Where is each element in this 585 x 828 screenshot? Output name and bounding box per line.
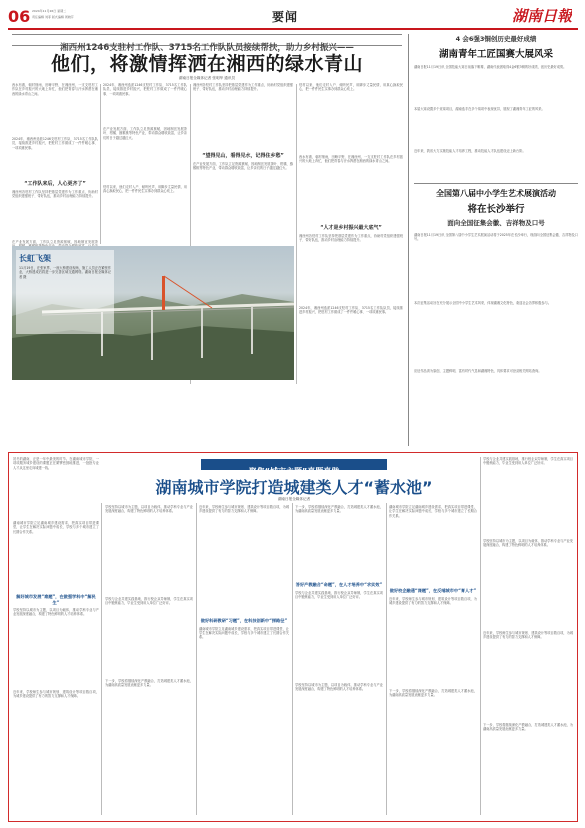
page-number: 06 [8,7,31,26]
subheading: 做好科研教研“习题”，在科技创新中“探路径” [200,618,288,623]
column-divider [196,503,197,815]
right-mid-subhead: 面向全国征集会徽、吉祥物及口号 [447,219,545,227]
bridge-photo [12,246,294,380]
feature-kicker [201,459,387,476]
paragraph: 湘西州各驻村工作队坚持把基层党建作为工作重点，协助村党组织建强班子、带好队伍，推动乡村治理能力持续提升。 [193,83,293,92]
column-divider [480,457,481,815]
lead-kicker-text: 湘西州1246支驻村工作队、3715名工作队队员接续帮扶，助力乡村振兴—— [60,43,354,53]
paragraph: 学校与企业共建实践基地，推行校企双导师制，学生在真实项目中锻炼能力，毕业生受到用人单位广泛好评。 [105,597,193,606]
paragraph: 学校坚持以城市为主题，以项目为载体，推动学科专业与产业发展深度融合，构建了特色鲜明的人才培养体系。 [295,682,383,691]
paragraph: 下一步，学校将继续深化产教融合，打造城建类人才蓄水池，为湖南高质量发展贡献更多力量。 [105,679,193,688]
paragraph: 湖南日报11月19日讯 全国第八届中小学生艺术展演活动将于2025年在长沙举行，现面向全国征集会徽、吉祥物及口号。 [414,233,578,242]
section-divider [408,34,409,446]
paragraph: 在产业发展方面，工作队立足资源禀赋，因地制宜发展茶叶、柑橘、猕猴桃等特色产业，带动群众增收致富，让乡亲们的日子越过越红火。 [193,162,293,171]
masthead [8,6,578,28]
paragraph: 下一步，学校将继续深化产教融合，打造城建类人才蓄水池，为湖南高质量发展贡献更多力量。 [483,723,573,732]
paragraph: 在产业发展方面，工作队立足资源禀赋，因地制宜发展茶 [12,240,98,244]
paragraph: 湖南城市学院立足湖南城乡建设需求，把真实项目带进课堂，让学生在解决实际问题中成长，学校与多个城市建立了长期合作关系。 [389,505,477,518]
feature-col-1 [13,457,99,817]
feature-col-6 [483,457,573,815]
right-mid-story [414,188,578,446]
paragraph: 本届大赛设置多个竞赛项目，湖南选手在多个赛项中表现优异，展现了湖湘青年工匠的风采。 [414,107,545,111]
photo-caption-title: 长虹飞架 [19,254,51,263]
paragraph: 西水有惠，朝村细雨，田畴平野，在湘西州，一支支驻村工作队在乡村振兴的大地上奔忙，他们把青春与汗水挥洒在湘西的绿水青山之间。 [299,155,403,164]
paragraph: 学校坚持以城市为主题，以项目为载体，推动学科专业与产业发展深度融合，构建了特色鲜明的人才培养体系。 [483,539,573,548]
subheading: “工作队来后，人心更齐了” [24,181,86,187]
right-top-story [414,34,578,178]
newspaper-logo: 湖南日報 [512,7,573,25]
date-line: 2024年11月26日 星期二 [32,9,67,13]
paragraph: 近年来，学校师生参与城市规划、建筑设计等项目数百项，为城乡建设提供了有力的智力支撑和人才保障。 [199,505,289,514]
subheading: 解好城市发展“难题”，在做强学科中“解民生” [16,594,96,605]
paragraph: 2024年，湘西州选派1246支驻村工作队、3715名工作队队员，接续推进乡村振兴，把驻村工作做成了一件件暖心事、一项项惠民事。 [12,137,98,150]
lead-col-4 [299,83,403,383]
column-divider [386,503,387,815]
subheading: “望得见山，看得见水，记得住乡愁” [202,153,284,159]
subheading: 答好产教融合“命题”，在人才培养中“求实效” [295,582,383,587]
column-divider [100,84,101,244]
editors-line: 责任编辑 刘菲 版式编辑 周晓芹 [32,15,74,19]
column-divider [296,84,297,384]
section-title: 要闻 [272,10,299,24]
paragraph: 驻村以来，他们走村入户、倾听民声，用脚步丈量民情，用真心换取民心，把一件件民生实事办到群众心坎上。 [299,83,403,92]
paragraph: 学校与企业共建实践基地，推行校企双导师制，学生在真实项目中锻炼能力，毕业生受到用人单位广泛好评。 [295,590,383,599]
paragraph: 应征作品须为原创，主题鲜明，富有时代气息和湖湘特色，具体要求可登录相关网站查询。 [414,369,542,373]
paragraph: 近年来，学校师生参与城市规划、建筑设计等项目数百项，为城乡建设提供了有力的智力支撑和人才保障。 [389,596,477,605]
paragraph: 在产业发展方面，工作队立足资源禀赋，因地制宜发展茶叶、柑橘、猕猴桃等特色产业，带动群众增收致富，让乡亲们的日子越过越红火。 [103,127,187,140]
masthead-rule [8,28,578,30]
lead-col-2 [103,83,187,243]
lead-kicker [12,34,402,53]
paragraph: 近年来，我省大力实施技能人才培养工程，推动技能人才队伍建设迈上新台阶。 [414,149,526,153]
paragraph: 西水有惠，朝村细雨，田畴平野，在湘西州，一支支驻村工作队在乡村振兴的大地上奔忙，他们把青春与汗水挥洒在湘西的绿水青山之间。 [12,83,98,96]
column-divider [292,503,293,815]
right-mid-headline-1: 全国第八届中小学生艺术展演活动 [436,189,556,198]
right-mid-headline-2: 将在长沙举行 [467,204,525,215]
paragraph: 学校坚持以城市为主题，以项目为载体，推动学科专业与产业发展深度融合，构建了特色鲜明的人才培养体系。 [13,608,99,617]
paragraph: 湖南城市学院立足湖南城乡建设需求，把真实项目带进课堂，让学生在解决实际问题中成长，学校与多个城市建立了长期合作关系。 [199,626,289,640]
feature-col-4 [295,505,383,815]
paragraph: 本次征集活动旨在充分展示全国中小学生艺术风采，体现湖湘文化特色，欢迎社会各界积极参与。 [414,301,552,305]
feature-col-2 [105,505,193,815]
paragraph: 学校坚持以城市为主题，以项目为载体，推动学科专业与产业发展深度融合，构建了特色鲜明的人才培养体系。 [105,505,193,514]
paragraph: 2024年，湘西州选派1246支驻村工作队、3715名工作队队员，接续推进乡村振兴，把驻村工作做成了一件件暖心事、一项项惠民事。 [103,83,187,96]
lead-byline: 湖南日报全媒体记者 张明华 通讯员 [178,76,236,80]
photo-caption-box [16,250,114,334]
paragraph: 初冬的湖南，正是一年中最美的时节。在湖南城市学院，一项项服务城乡建设的课题正在紧锣密鼓地推进，一批批专业人才从这里走向城建一线。 [13,457,99,470]
right-top-kicker: 4 会6强3铜创历史最好成绩 [455,35,537,43]
subheading: 做好校企融通“课题”，在反哺城市中“育人才” [389,588,477,593]
paragraph: 湘西州各驻村工作队坚持把基层党建作为工作重点，协助村党组织建强班子、带好队伍，推动乡村治理能力持续提升。 [12,190,98,199]
paragraph: 学校与企业共建实践基地，推行校企双导师制，学生在真实项目中锻炼能力，毕业生受到用人单位广泛好评。 [483,457,573,466]
subheading: “人才是乡村振兴最大底气” [320,225,382,231]
photo-caption-text: 11月19日，在张家界，一座大桥建设现场，施工人员正在紧张作业，大桥建成后将进一步完善区域交通网络。湖南日报全媒体记者 摄 [19,266,111,279]
column-divider [101,503,102,815]
paragraph: 湘西州各驻村工作队坚持把基层党建作为工作重点，协助村党组织建强班子、带好队伍，推动乡村治理能力持续提升。 [299,234,403,243]
feature-kicker-text: 聚焦“城市主题”真题真做 [248,467,340,476]
paragraph: 近年来，学校师生参与城市规划、建筑设计等项目数百项，为城乡建设提供了有力的智力支撑和人才保障。 [13,690,99,699]
paragraph: 2024年，湘西州选派1246支驻村工作队、3715名工作队队员，接续推进乡村振兴，把驻村工作做成了一件件暖心事、一项项惠民事。 [299,306,403,315]
paragraph: 湖南日报11月19日讯 全国技能大赛日前落下帷幕，湖南代表团取得4金6银3铜的好成绩，创历史最好成绩。 [414,65,567,69]
feature-col-3 [199,505,289,815]
feature-headline: 湖南城市学院打造城建类人才“蓄水池” [155,478,433,497]
right-top-headline: 湖南青年工匠国赛大展风采 [438,49,553,60]
paragraph: 下一步，学校将继续深化产教融合，打造城建类人才蓄水池，为湖南高质量发展贡献更多力量。 [389,688,477,697]
lead-headline: 他们，将激情挥洒在湘西的绿水青山 [50,53,363,75]
paragraph: 驻村以来，他们走村入户、倾听民声，用脚步丈量民情，用真心换取民心，把一件件民生实事办到群众心坎上。 [103,185,187,194]
paragraph: 近年来，学校师生参与城市规划、建筑设计等项目数百项，为城乡建设提供了有力的智力支撑和人才保障。 [483,631,573,640]
feature-byline: 湖南日报全媒体记者 [277,497,311,501]
right-rule [414,183,578,184]
paragraph: 湖南城市学院立足湖南城乡建设需求，把真实项目带进课堂，让学生在解决实际问题中成长，学校与多个城市建立了长期合作关系。 [13,521,99,534]
feature-box [8,452,578,822]
paragraph: 下一步，学校将继续深化产教融合，打造城建类人才蓄水池，为湖南高质量发展贡献更多力量。 [295,505,383,514]
feature-col-5 [389,505,477,815]
